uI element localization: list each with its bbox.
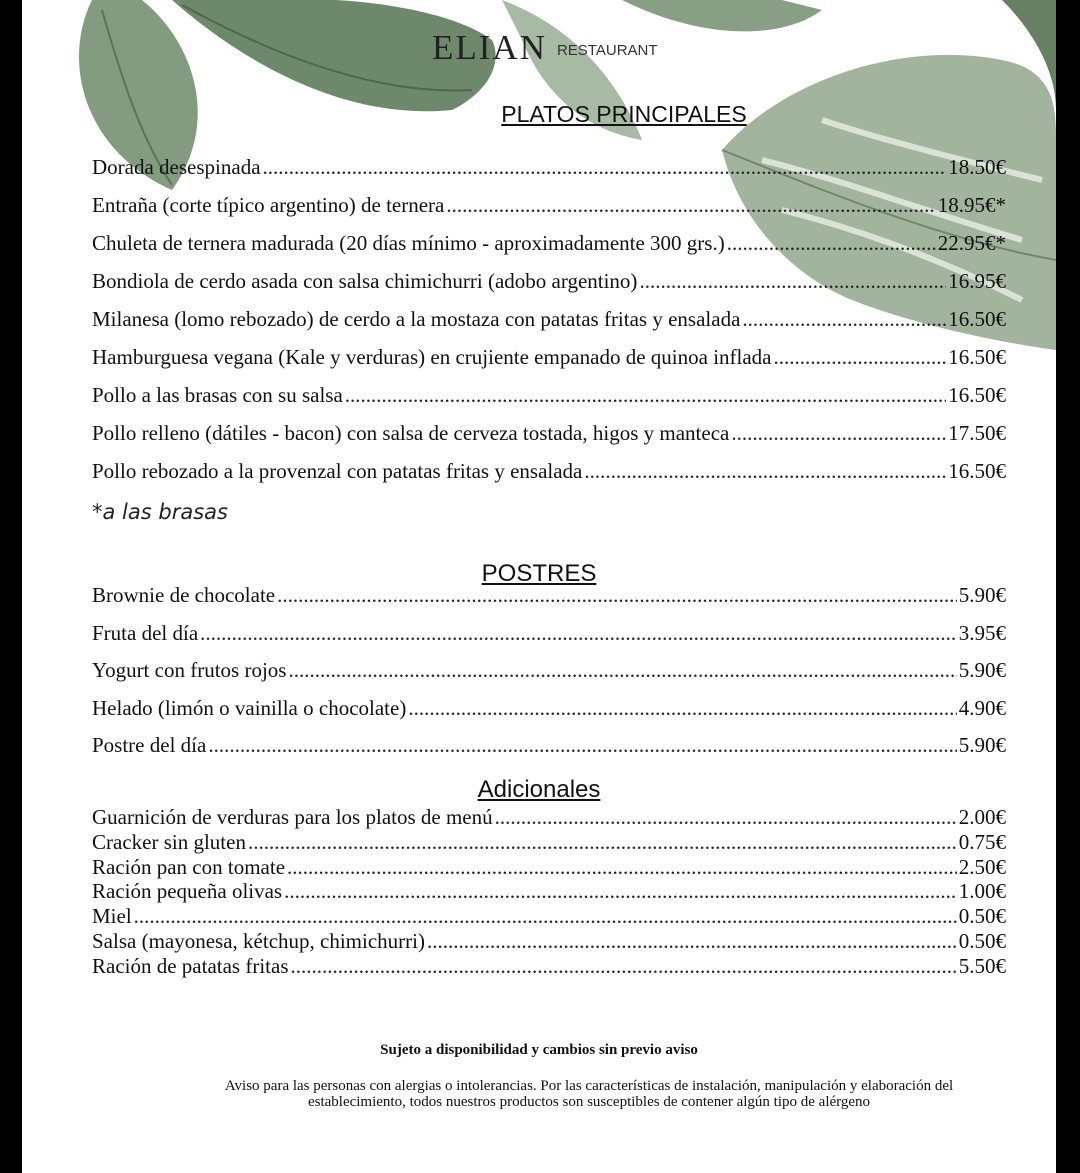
dot-leader xyxy=(284,879,957,904)
menu-item-price: 16.50€ xyxy=(948,383,1006,407)
section-title-main: PLATOS PRINCIPALES xyxy=(501,101,747,127)
menu-item-row xyxy=(92,269,1006,307)
dot-leader xyxy=(248,830,957,855)
allergy-line-1: Aviso para las personas con alergias o intolerancias. Por las características de instalación, manipulación y elaboración del xyxy=(224,1078,954,1094)
menu-item-name: Brownie de chocolate xyxy=(92,583,276,607)
menu-item-price: 5.50€ xyxy=(958,953,1006,978)
menu-item-price: 5.90€ xyxy=(958,583,1006,607)
dot-leader xyxy=(446,193,935,218)
menu-item-name: Salsa (mayonesa, kétchup, chimichurri) xyxy=(92,928,425,953)
menu-item-name: Cracker sin gluten xyxy=(92,829,246,854)
menu-item-price: 0.50€ xyxy=(958,928,1006,953)
menu-item-row xyxy=(92,929,1006,954)
menu-item-price: 4.90€ xyxy=(958,695,1006,720)
menu-item-price: 2.50€ xyxy=(958,854,1006,879)
menu-item-name: Postre del día xyxy=(92,733,207,757)
menu-item-row xyxy=(92,421,1006,459)
dot-leader xyxy=(731,421,946,446)
allergy-notice xyxy=(122,1078,1056,1110)
menu-item-row xyxy=(92,954,1006,979)
postres-list xyxy=(92,583,1006,771)
dot-leader xyxy=(287,855,957,880)
menu-item-price: 2.00€ xyxy=(958,805,1006,829)
menu-item-row xyxy=(92,879,1006,904)
brand-subtitle: RESTAURANT xyxy=(556,42,658,60)
brand-name: ELIAN xyxy=(432,28,547,67)
menu-item-price: 1.00€ xyxy=(958,879,1006,904)
menu-item-price: 5.90€ xyxy=(958,658,1006,682)
adicionales-list xyxy=(92,805,1006,979)
allergy-line-2: establecimiento, todos nuestros productos son susceptibles de contener algún tipo de alérgeno xyxy=(307,1094,871,1110)
dot-leader xyxy=(427,929,957,954)
menu-item-price: 18.50€ xyxy=(948,155,1006,179)
menu-item-row xyxy=(92,307,1006,345)
menu-item-row xyxy=(92,855,1006,880)
menu-item-name: Fruta del día xyxy=(92,620,199,645)
menu-item-row xyxy=(92,696,1006,734)
dot-leader xyxy=(742,307,946,332)
menu-item-name: Ración pequeña olivas xyxy=(92,879,283,904)
section-title-postres: POSTRES xyxy=(481,560,597,587)
menu-item-price: 16.95€ xyxy=(948,269,1006,293)
menu-page xyxy=(22,0,1056,1173)
dot-leader xyxy=(263,155,947,180)
menu-item-name: Guarnición de verduras para los platos de menú xyxy=(92,805,493,829)
dot-leader xyxy=(200,621,957,646)
menu-item-name: Pollo relleno (dátiles - bacon) con salsa de cerveza tostada, higos y manteca xyxy=(92,421,730,445)
menu-item-name: Ración pan con tomate xyxy=(92,854,286,879)
dot-leader xyxy=(408,696,956,721)
menu-item-price: 16.50€ xyxy=(948,307,1006,331)
dot-leader xyxy=(291,954,957,979)
menu-item-name: Bondiola de cerdo asada con salsa chimichurri (adobo argentino) xyxy=(92,269,638,293)
menu-item-row xyxy=(92,459,1006,497)
menu-item-name: Pollo rebozado a la provenzal con patatas fritas y ensalada xyxy=(92,459,583,483)
menu-item-price: 22.95€* xyxy=(937,231,1006,255)
menu-item-row xyxy=(92,383,1006,421)
section-title-adicionales: Adicionales xyxy=(477,776,601,803)
menu-item-row xyxy=(92,231,1006,269)
menu-item-row xyxy=(92,155,1006,193)
menu-item-row xyxy=(92,733,1006,771)
dot-leader xyxy=(639,269,946,294)
menu-item-price: 16.50€ xyxy=(948,345,1006,369)
menu-item-name: Milanesa (lomo rebozado) de cerdo a la mostaza con patatas fritas y ensalada xyxy=(92,307,741,331)
menu-item-row xyxy=(92,805,1006,830)
leaf-right-top xyxy=(622,0,822,31)
menu-item-name: Yogurt con frutos rojos xyxy=(92,658,287,682)
dot-leader xyxy=(277,583,957,608)
dot-leader xyxy=(727,231,936,256)
restaurant-title xyxy=(432,28,658,68)
menu-item-name: Miel xyxy=(92,904,132,929)
menu-item-name: Hamburguesa vegana (Kale y verduras) en crujiente empanado de quinoa inflada xyxy=(92,345,772,369)
menu-item-price: 0.75€ xyxy=(958,829,1006,854)
menu-item-row xyxy=(92,583,1006,621)
menu-item-name: Entraña (corte típico argentino) de ternera xyxy=(92,193,445,217)
menu-item-row xyxy=(92,904,1006,929)
menu-item-row xyxy=(92,830,1006,855)
dot-leader xyxy=(345,383,946,408)
menu-item-name: Ración de patatas fritas xyxy=(92,953,289,978)
menu-item-price: 16.50€ xyxy=(948,459,1006,483)
left-black-border xyxy=(0,0,22,1173)
dot-leader xyxy=(584,459,946,484)
right-black-border xyxy=(1056,0,1080,1173)
menu-item-name: Helado (limón o vainilla o chocolate) xyxy=(92,695,407,720)
menu-item-row xyxy=(92,193,1006,231)
menu-item-price: 18.95€* xyxy=(937,193,1006,217)
dot-leader xyxy=(774,345,947,370)
dot-leader xyxy=(288,658,956,683)
menu-item-price: 3.95€ xyxy=(958,620,1006,645)
menu-item-price: 0.50€ xyxy=(958,904,1006,929)
dot-leader xyxy=(134,904,957,929)
menu-item-name: Pollo a las brasas con su salsa xyxy=(92,383,343,407)
menu-item-name: Chuleta de ternera madurada (20 días mínimo - aproximadamente 300 grs.) xyxy=(92,231,725,255)
menu-item-price: 17.50€ xyxy=(948,421,1006,445)
dot-leader xyxy=(208,733,956,758)
menu-item-row xyxy=(92,345,1006,383)
menu-item-name: Dorada desespinada xyxy=(92,155,261,179)
dot-leader xyxy=(495,805,957,830)
brasas-note: *a las brasas xyxy=(92,500,228,524)
menu-item-price: 5.90€ xyxy=(958,733,1006,757)
menu-item-row xyxy=(92,658,1006,696)
availability-disclaimer: Sujeto a disponibilidad y cambios sin previo aviso xyxy=(380,1042,698,1058)
menu-item-row xyxy=(92,621,1006,659)
main-dishes-list xyxy=(92,155,1006,497)
